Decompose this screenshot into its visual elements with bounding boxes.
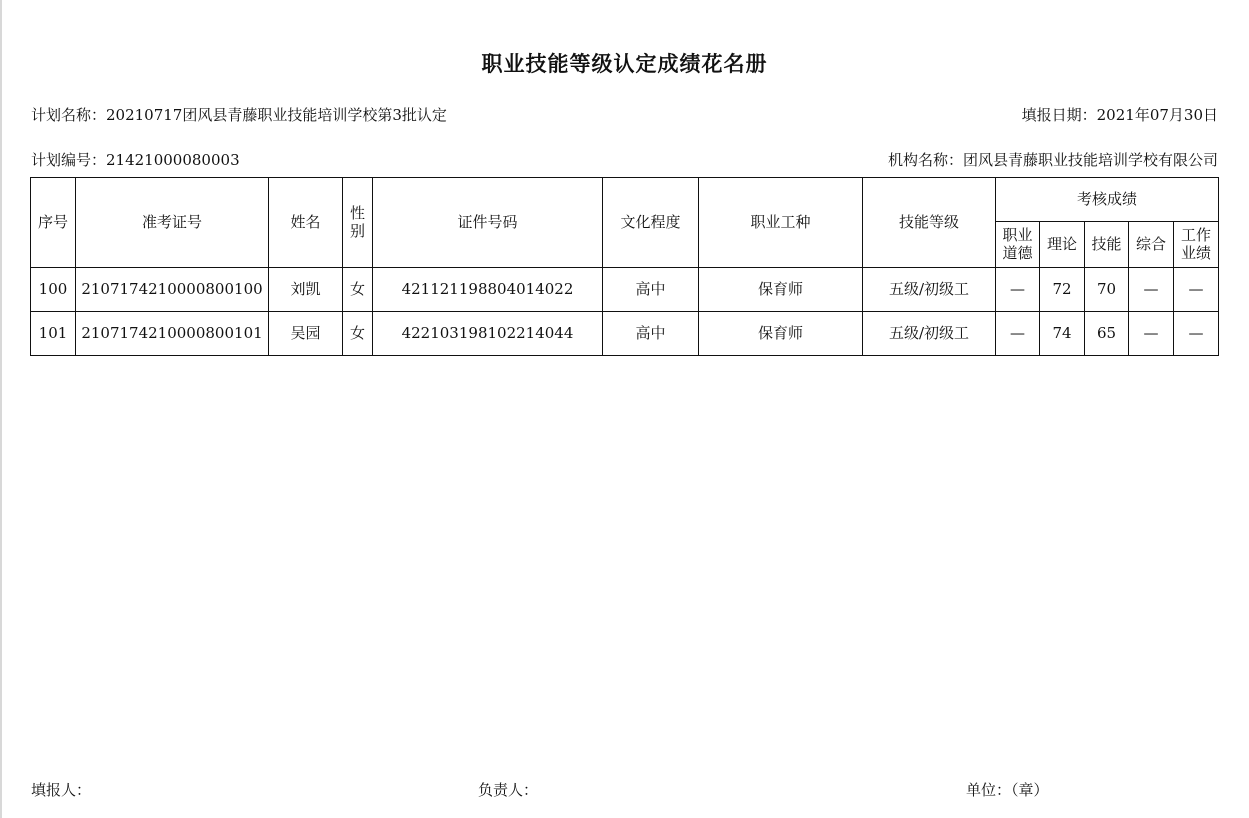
cell-skill-level: 五级/初级工 <box>863 312 996 356</box>
header-skill-level: 技能等级 <box>863 178 996 268</box>
page-title: 职业技能等级认定成绩花名册 <box>481 52 768 76</box>
cell-id-number: 421121198804014022 <box>373 268 603 312</box>
fill-date: 填报日期：2021年07月30日 <box>1021 106 1218 124</box>
cell-seq: 100 <box>31 268 76 312</box>
header-overall: 综合 <box>1129 222 1174 268</box>
page-edge <box>0 0 2 818</box>
cell-ticket-number: 2107174210000800100 <box>76 268 269 312</box>
cell-skill: 70 <box>1085 268 1129 312</box>
cell-name: 刘凯 <box>269 268 343 312</box>
header-name: 姓名 <box>269 178 343 268</box>
header-skill: 技能 <box>1085 222 1129 268</box>
header-seq: 序号 <box>31 178 76 268</box>
footer-unit: 单位：（章） <box>966 781 1049 799</box>
header-occupation: 职业工种 <box>699 178 863 268</box>
cell-education: 高中 <box>603 268 699 312</box>
table-row <box>31 268 1219 312</box>
cell-gender: 女 <box>343 312 373 356</box>
plan-number: 计划编号：21421000080003 <box>31 151 240 169</box>
cell-gender: 女 <box>343 268 373 312</box>
cell-name: 吴园 <box>269 312 343 356</box>
header-education: 文化程度 <box>603 178 699 268</box>
footer-manager: 负责人： <box>478 781 539 799</box>
cell-performance: — <box>1174 312 1219 356</box>
cell-overall: — <box>1129 312 1174 356</box>
cell-ethics: — <box>996 312 1040 356</box>
plan-name: 计划名称：20210717团风县青藤职业技能培训学校第3批认定 <box>31 106 447 124</box>
header-id-number: 证件号码 <box>373 178 603 268</box>
cell-seq: 101 <box>31 312 76 356</box>
score-roster-table <box>30 177 1219 356</box>
header-ethics <box>996 222 1040 268</box>
header-theory: 理论 <box>1040 222 1085 268</box>
cell-theory: 72 <box>1040 268 1085 312</box>
roster-body <box>31 268 1219 356</box>
table-row <box>31 312 1219 356</box>
header-gender-label: 性 别 <box>349 204 365 240</box>
cell-overall: — <box>1129 268 1174 312</box>
cell-education: 高中 <box>603 312 699 356</box>
cell-occupation: 保育师 <box>699 268 863 312</box>
header-gender <box>343 178 373 268</box>
cell-theory: 74 <box>1040 312 1085 356</box>
header-performance <box>1174 222 1219 268</box>
header-ticket-number: 准考证号 <box>76 178 269 268</box>
header-ethics-label: 职业 道德 <box>1002 226 1033 262</box>
header-performance-label: 工作 业绩 <box>1180 226 1211 262</box>
cell-ethics: — <box>996 268 1040 312</box>
cell-skill: 65 <box>1085 312 1129 356</box>
cell-occupation: 保育师 <box>699 312 863 356</box>
cell-id-number: 422103198102214044 <box>373 312 603 356</box>
cell-ticket-number: 2107174210000800101 <box>76 312 269 356</box>
cell-skill-level: 五级/初级工 <box>863 268 996 312</box>
footer-filler: 填报人： <box>31 781 92 799</box>
cell-performance: — <box>1174 268 1219 312</box>
organization-name: 机构名称：团风县青藤职业技能培训学校有限公司 <box>887 151 1218 169</box>
header-scores-group: 考核成绩 <box>996 178 1219 222</box>
